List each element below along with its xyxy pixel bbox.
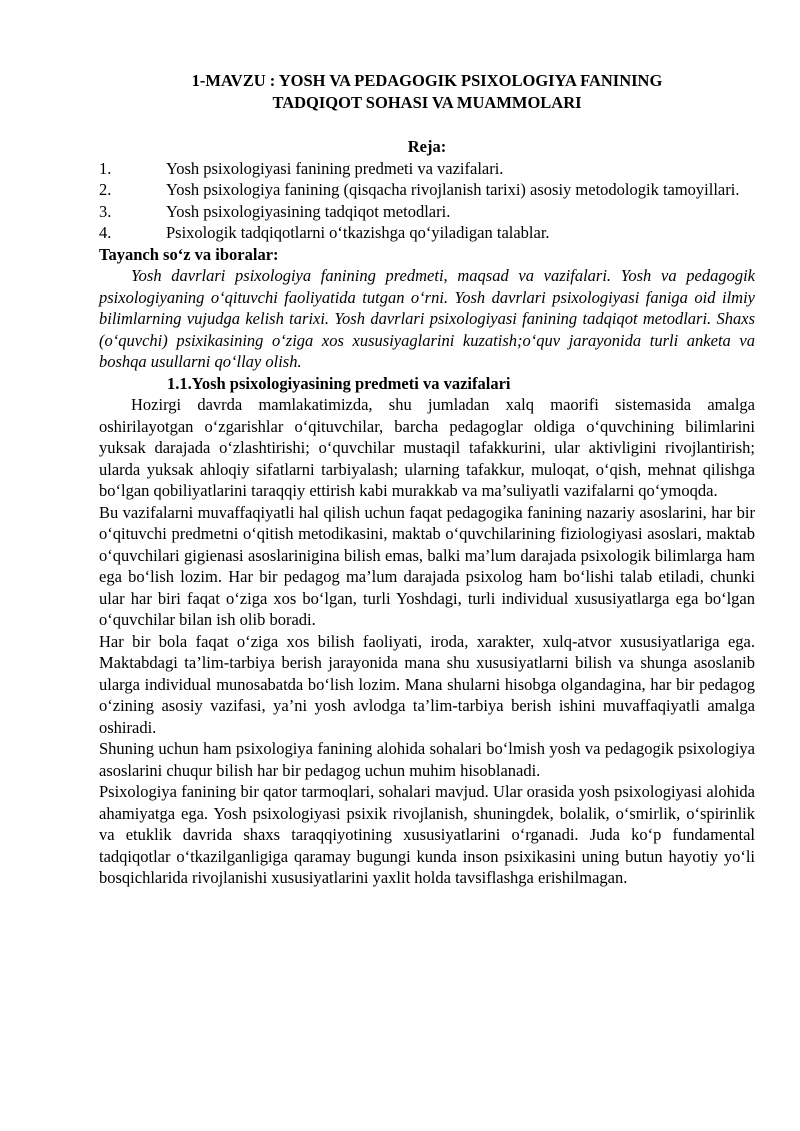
blank-line bbox=[99, 114, 755, 136]
list-item-text: Psixologik tadqiqotlarni o‘tkazishga qo‘yiladigan talablar. bbox=[166, 223, 550, 242]
keywords-heading: Tayanch so‘z va iboralar: bbox=[99, 244, 279, 264]
list-item-text: Yosh psixologiyasi fanining predmeti va vazifalari. bbox=[166, 158, 504, 178]
list-item-number: 3. bbox=[99, 201, 112, 221]
body-paragraph: Hozirgi davrda mamlakatimizda, shu jumladan xalq maorifi sistemasida amalga oshirilayotgan o‘zgarishlar o‘qituvchilar, barcha pedagoglar oldiga o‘quvchining bilimlarini yuksak darajada o‘zlashtirishi; o‘quvchilar mustaqil tafakkurini, ular aktivligini rivojlantirish; ularda yuksak ahloqiy sifatlarni tarbiyalash; ularning tafakkur, muloqat, o‘qish, mehnat qilishga bo‘lgan qobiliyatlarini taraqqiy ettirish kabi murakkab va ma’suliyatli vazifalarni qo‘ymoqda. bbox=[99, 395, 755, 500]
list-item-text: Yosh psixologiya fanining (qisqacha rivojlanish tarixi) asosiy metodologik tamoyillari. bbox=[166, 180, 740, 199]
body-paragraph: Har bir bola faqat o‘ziga xos bilish faoliyati, iroda, xarakter, xulq-atvor xususiyatlariga ega. Maktabdagi ta’lim-tarbiya berish jarayonida mana shu xususiyatlarni bilish va shunga asoslanib ularga individual munosabatda bo‘lish lozim. Mana shularni hisobga olgandagina, har bir pedagog o‘zining asosiy vazifasi, ya’ni yosh avlodga ta’lim-tarbiya berish ishini muvaffaqiyatli amalga oshiradi. bbox=[99, 631, 755, 737]
document-title bbox=[99, 70, 755, 114]
list-item-number: 2. bbox=[99, 180, 112, 199]
plan-heading: Reja: bbox=[407, 137, 447, 156]
document-title-line1: 1-MAVZU : YOSH VA PEDAGOGIK PSIXOLOGIYA FANINING bbox=[191, 71, 663, 90]
body-paragraph: Shuning uchun ham psixologiya fanining alohida sohalari bo‘lmish yosh va pedagogik psixologiya asoslarini chuqur bilish har bir pedagog uchun muhim hisoblanadi. bbox=[99, 739, 755, 780]
keywords-paragraph: Yosh davrlari psixologiya fanining predmeti, maqsad va vazifalari. Yosh va pedagogik psixologiyaning o‘qituvchi faoliyatida tutgan o‘rni. Yosh davrlari psixologiyasi faniga oid ilmiy bilimlarning vujudga kelish tarixi. Yosh davrlari psixologiyasi fanining tadqiqot metodlari. Shaxs (o‘quvchi) psixikasining o‘ziga xos xususiyaglarini kuzatish;o‘quv jarayonida turli anketa va boshqa usullarni qo‘llay olish. bbox=[99, 266, 755, 371]
section-heading: 1.1.Yosh psixologiyasining predmeti va vazifalari bbox=[167, 373, 511, 393]
list-item bbox=[99, 158, 755, 180]
list-item bbox=[99, 179, 755, 201]
list-item bbox=[99, 222, 755, 244]
list-item-text: Yosh psixologiyasining tadqiqot metodlari. bbox=[166, 201, 451, 221]
body-paragraph: Bu vazifalarni muvaffaqiyatli hal qilish uchun faqat pedagogika fanining nazariy asoslarini, har bir o‘qituvchi predmetni o‘qitish metodikasini, maktab o‘quvchilarining fiziologiyasi asoslari, maktab o‘quvchilari gigienasi asoslarinigina bilish emas, balki ma’lum darajada psixologik bilimlarga ham ega bo‘lish lozim. Har bir pedagog ma’lum darajada psixolog ham bo‘lishi talab etiladi, chunki ular har biri faqat o‘ziga xos bo‘lgan, turli Yoshdagi, turli individual xususiyatlarga ega bo‘lgan o‘quvchilar bilan ish olib boradi. bbox=[99, 502, 755, 629]
list-item-number: 1. bbox=[99, 158, 112, 178]
body-paragraph: Psixologiya fanining bir qator tarmoqlari, sohalari mavjud. Ular orasida yosh psixologiyasi alohida ahamiyatga ega. Yosh psixologiyasi psixik rivojlanish, shuningdek, bolalik, o‘smirlik, o‘spirinlik va etuklik davrida shaxs taraqqiyotining xususiyatlarini o‘rganadi. Juda ko‘p fundamental tadqiqotlar o‘tkazilganligiga qaramay bugungi kunda inson psixikasini uning butun hayotiy yo‘li bosqichlarida rivojlanishi xususiyatlarini yaxlit holda tavsiflashga erishilmagan. bbox=[99, 782, 755, 887]
document-title-line2: TADQIQOT SOHASI VA MUAMMOLARI bbox=[272, 93, 582, 112]
list-item bbox=[99, 201, 755, 223]
list-item-number: 4. bbox=[99, 223, 112, 242]
